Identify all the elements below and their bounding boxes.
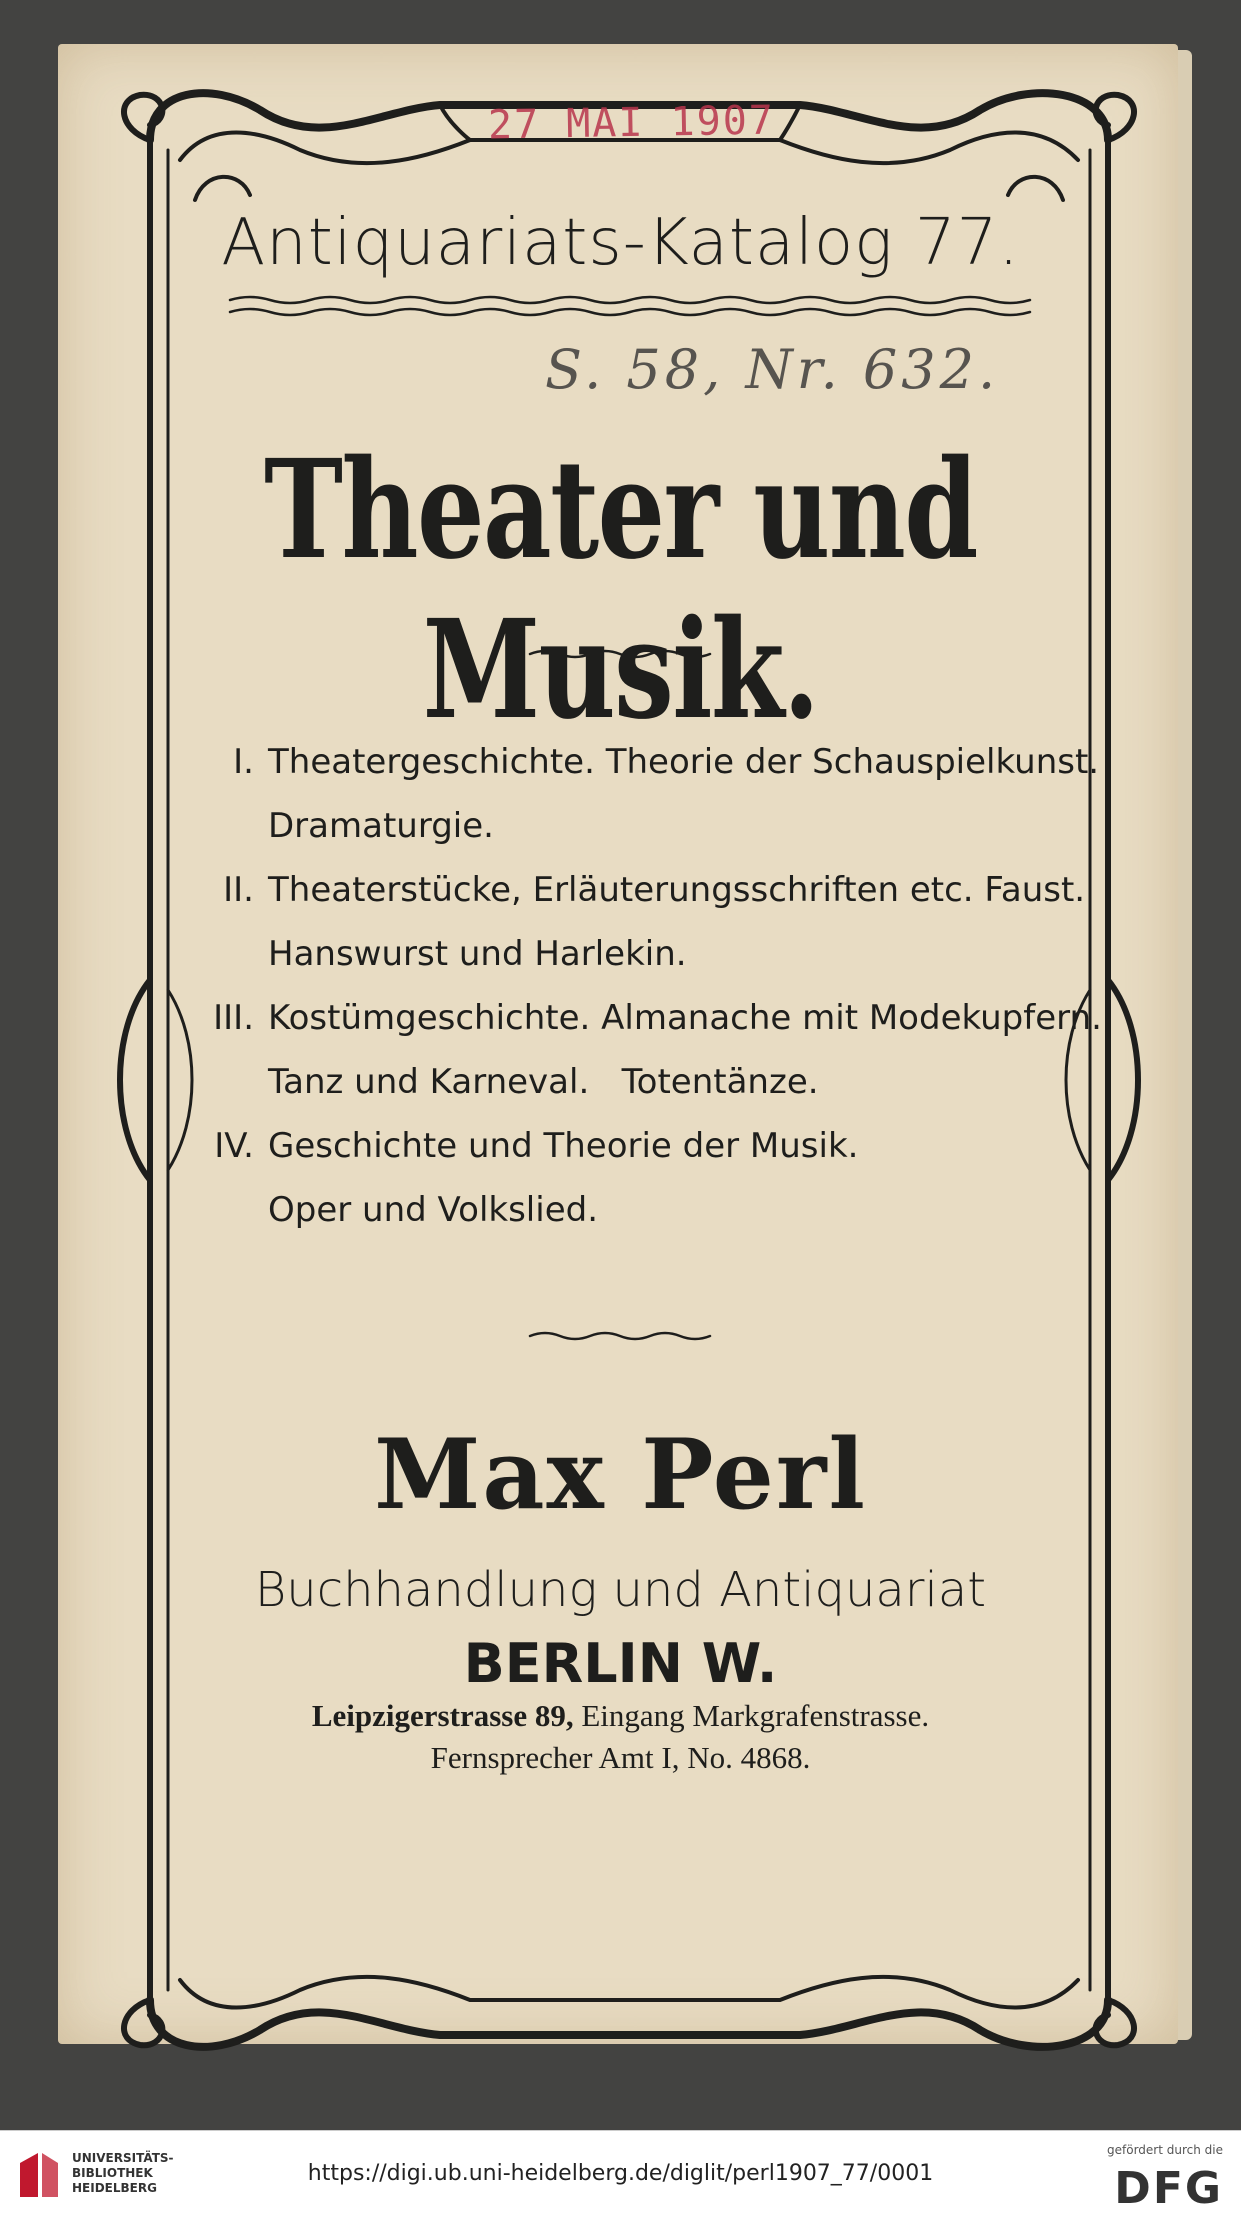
section-line: Kostümgeschichte. Almanache mit Modekupfern. [268,998,1102,1038]
section-row [188,794,1088,858]
publisher-name: Max Perl [374,1418,867,1531]
publisher-city: BERLIN W. [463,1632,778,1695]
section-line: Theaterstücke, Erläuterungsschriften etc. Faust. [268,870,1086,910]
section-line: Oper und Volkslied. [268,1190,599,1230]
section-row [188,730,1100,794]
section-number: IV. [214,1126,254,1166]
viewer-footer [0,2130,1241,2222]
library-name: UNIVERSITÄTS- BIBLIOTHEK HEIDELBERG [72,2151,174,2195]
dfg-logo[interactable]: DFG [1114,2163,1223,2214]
section-list [188,730,1102,1242]
section-row [188,1178,1088,1242]
section-row [188,858,1088,922]
section-line: Tanz und Karneval. Totentänze. [268,1062,819,1102]
funding-label: gefördert durch die [1107,2143,1223,2157]
main-title: Theater und Musik. [264,430,977,750]
section-number: II. [223,870,254,910]
section-number: III. [213,998,254,1038]
section-row [188,922,1088,986]
section-line: Dramaturgie. [268,806,494,846]
publisher-subtitle: Buchhandlung und Antiquariat [254,1562,987,1618]
section-row [188,1050,1088,1114]
catalog-title: Antiquariats-Katalog 77. [221,206,1020,280]
section-line: Hanswurst und Harlekin. [268,934,687,974]
section-line: Theatergeschichte. Theorie der Schauspielkunst. [268,742,1100,782]
section-row [188,986,1102,1050]
address-entrance: Eingang Markgrafenstrasse. [581,1698,930,1733]
publisher-address [0,1698,1241,1734]
handwritten-shelf-note: S. 58, Nr. 632. [545,338,1000,401]
address-street: Leipzigerstrasse 89, [311,1698,574,1733]
section-number: I. [233,742,254,782]
section-line: Geschichte und Theorie der Musik. [268,1126,859,1166]
date-stamp: 27 MAI 1907 [487,97,776,149]
publisher-phone: Fernsprecher Amt I, No. 4868. [430,1740,811,1775]
section-row [188,1114,1088,1178]
permalink-url[interactable]: https://digi.ub.uni-heidelberg.de/diglit/perl1907_77/0001 [307,2161,934,2186]
